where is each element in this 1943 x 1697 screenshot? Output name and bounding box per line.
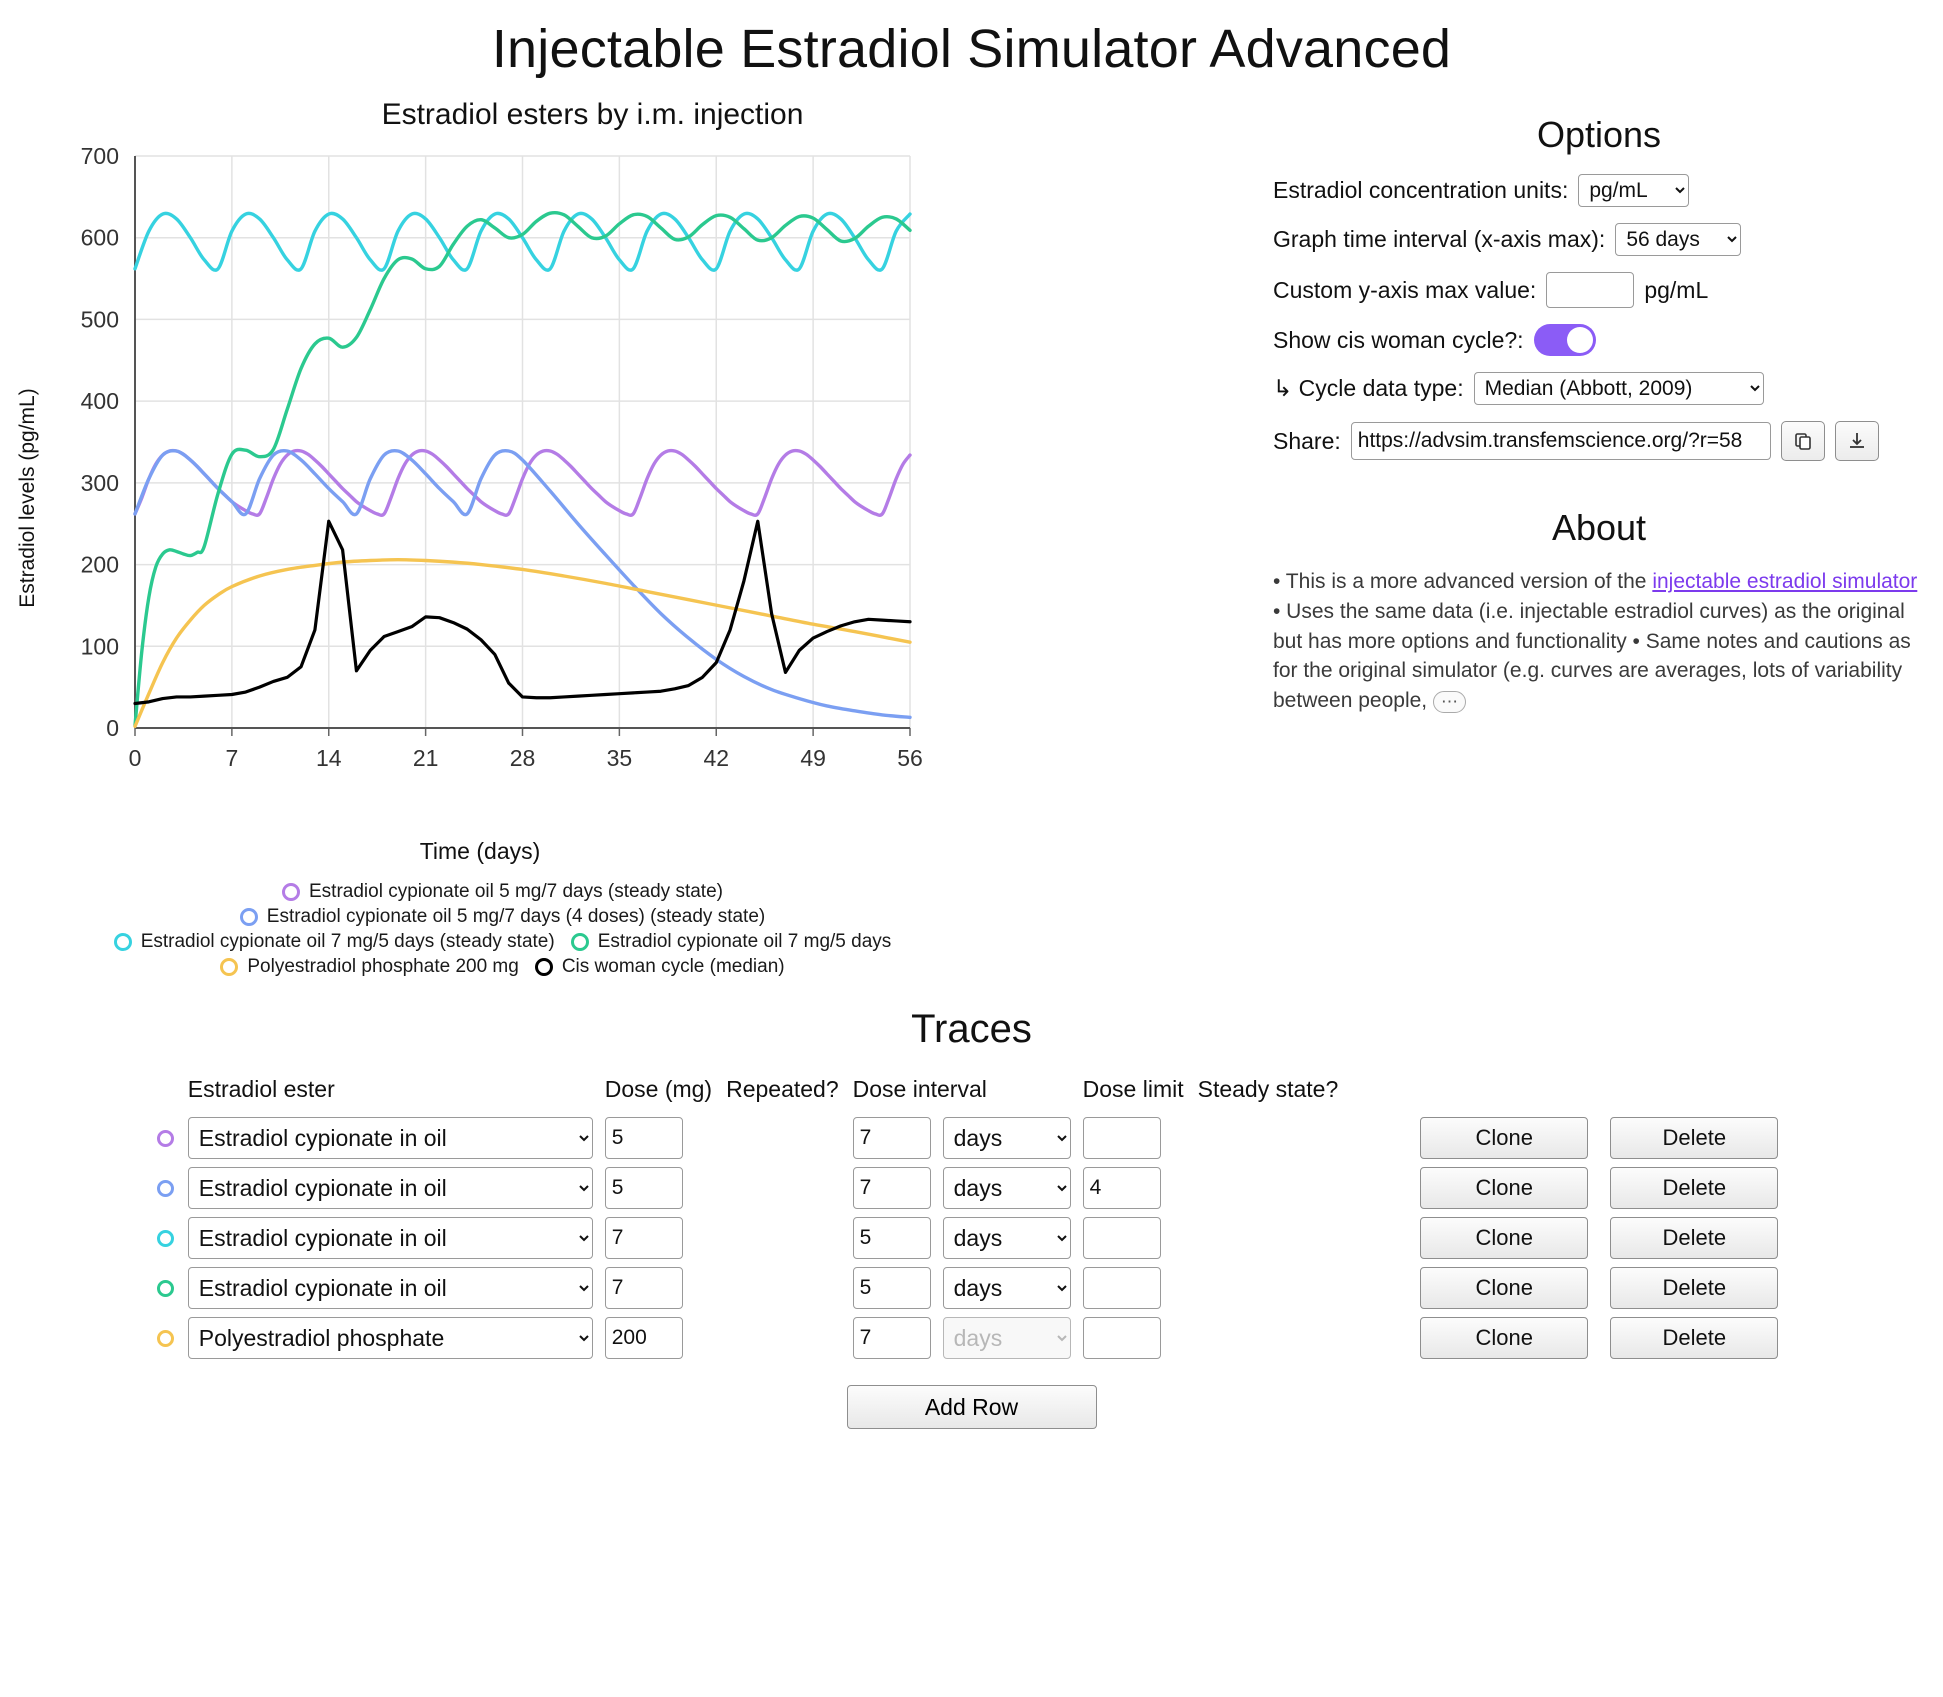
cycle-toggle-row	[1255, 324, 1943, 356]
clone-cell	[1350, 1163, 1598, 1213]
trace-color-cell	[155, 1113, 186, 1163]
ester-select-2[interactable]	[188, 1217, 593, 1259]
legend-color-dot	[535, 958, 553, 976]
delete-cell	[1598, 1263, 1788, 1313]
estradiol-line-chart	[10, 138, 1210, 838]
ester-cell	[186, 1113, 603, 1163]
legend-label: Estradiol cypionate oil 5 mg/7 days (4 doses) (steady state)	[266, 906, 766, 927]
options-panel	[1255, 90, 1943, 716]
time-interval-label: Graph time interval (x-axis max):	[1273, 226, 1606, 252]
interval-unit-cell	[941, 1163, 1081, 1213]
interval-unit-select-4	[943, 1317, 1071, 1359]
interval-cell	[851, 1163, 941, 1213]
interval-input-0[interactable]	[853, 1117, 931, 1159]
interval-cell	[851, 1263, 941, 1313]
table-row	[155, 1263, 1789, 1313]
cycle-toggle-label: Show cis woman cycle?:	[1273, 326, 1524, 353]
clone-cell	[1350, 1263, 1598, 1313]
legend-item[interactable]	[571, 931, 892, 953]
svg-text:600: 600	[80, 224, 119, 251]
color-col-header	[155, 1076, 186, 1113]
dose-cell	[603, 1313, 724, 1363]
delete-cell	[1598, 1163, 1788, 1213]
ester-cell	[186, 1263, 603, 1313]
interval-unit-cell	[941, 1113, 1081, 1163]
steady-cell	[1196, 1213, 1351, 1263]
legend-row	[0, 881, 1005, 903]
limit-input-2[interactable]	[1083, 1217, 1161, 1259]
svg-text:300: 300	[80, 469, 119, 496]
legend-row	[0, 931, 1005, 953]
table-row	[155, 1313, 1789, 1363]
interval-unit-select-0[interactable]	[943, 1117, 1071, 1159]
dose-input-2[interactable]	[605, 1217, 683, 1259]
legend-label: Cis woman cycle (median)	[561, 956, 785, 977]
svg-text:7: 7	[225, 745, 239, 771]
add-row-button[interactable]: Add Row	[847, 1385, 1097, 1429]
limit-cell	[1081, 1213, 1196, 1263]
legend-item[interactable]	[114, 931, 555, 953]
cycle-type-select[interactable]	[1474, 372, 1764, 405]
svg-text:500: 500	[80, 306, 119, 333]
custom-y-unit: pg/mL	[1644, 276, 1709, 303]
share-url-input[interactable]	[1351, 422, 1771, 460]
svg-text:42: 42	[703, 745, 730, 771]
col-header-actions2	[1598, 1076, 1788, 1113]
custom-y-label: Custom y-axis max value:	[1273, 276, 1537, 303]
units-row	[1255, 174, 1943, 207]
delete-button-1[interactable]: Delete	[1610, 1167, 1778, 1209]
interval-unit-select-2[interactable]	[943, 1217, 1071, 1259]
clone-button-1[interactable]: Clone	[1420, 1167, 1588, 1209]
interval-input-2[interactable]	[853, 1217, 931, 1259]
custom-y-input[interactable]	[1546, 272, 1634, 308]
repeated-cell	[724, 1263, 851, 1313]
legend-color-dot	[114, 933, 132, 951]
legend-item[interactable]	[282, 881, 723, 903]
trace-color-cell	[155, 1163, 186, 1213]
trace-color-dot	[157, 1180, 174, 1197]
traces-header-row	[155, 1076, 1789, 1113]
ester-select-1[interactable]	[188, 1167, 593, 1209]
limit-input-4[interactable]	[1083, 1317, 1161, 1359]
svg-text:28: 28	[509, 745, 536, 771]
legend-color-dot	[220, 958, 238, 976]
steady-cell	[1196, 1263, 1351, 1313]
dose-input-4[interactable]	[605, 1317, 683, 1359]
col-header-interval: Dose interval	[852, 1076, 987, 1102]
svg-text:35: 35	[606, 745, 633, 771]
x-axis-label: Time (days)	[419, 838, 541, 864]
legend-color-dot	[240, 908, 258, 926]
svg-text:0: 0	[128, 745, 142, 771]
traces-heading: Traces	[911, 1007, 1032, 1051]
limit-cell	[1081, 1113, 1196, 1163]
clone-button-2[interactable]: Clone	[1420, 1217, 1588, 1259]
limit-cell	[1081, 1313, 1196, 1363]
cycle-toggle[interactable]	[1534, 324, 1596, 356]
svg-text:100: 100	[80, 633, 119, 660]
interval-cell	[851, 1313, 941, 1363]
col-header-steady: Steady state?	[1197, 1076, 1339, 1102]
trace-color-dot	[157, 1330, 174, 1347]
trace-color-dot	[157, 1130, 174, 1147]
table-row	[155, 1213, 1789, 1263]
clone-cell	[1350, 1113, 1598, 1163]
injectable-simulator-link[interactable]: injectable estradiol simulator	[1652, 570, 1918, 593]
svg-text:400: 400	[80, 388, 119, 415]
clone-cell	[1350, 1313, 1598, 1363]
interval-unit-select-1[interactable]	[943, 1167, 1071, 1209]
delete-button-2[interactable]: Delete	[1610, 1217, 1778, 1259]
ester-select-3[interactable]	[188, 1267, 593, 1309]
time-interval-select[interactable]	[1615, 223, 1741, 256]
repeated-cell	[724, 1213, 851, 1263]
interval-input-4	[853, 1317, 931, 1359]
steady-cell	[1196, 1113, 1351, 1163]
svg-text:700: 700	[80, 143, 119, 169]
clone-button-3[interactable]: Clone	[1420, 1267, 1588, 1309]
chart-title: Estradiol esters by i.m. injection	[381, 98, 804, 131]
copy-icon[interactable]	[1781, 421, 1825, 461]
about-text	[1255, 567, 1943, 716]
svg-text:14: 14	[315, 745, 342, 771]
table-row	[155, 1163, 1789, 1213]
chart-legend	[0, 881, 1255, 978]
time-interval-row	[1255, 223, 1943, 256]
trace-color-dot	[157, 1230, 174, 1247]
repeated-cell	[724, 1113, 851, 1163]
traces-table-body	[155, 1113, 1789, 1363]
legend-item[interactable]	[535, 956, 785, 978]
trace-color-cell	[155, 1313, 186, 1363]
delete-button-0[interactable]: Delete	[1610, 1117, 1778, 1159]
clone-button-0[interactable]: Clone	[1420, 1117, 1588, 1159]
limit-cell	[1081, 1263, 1196, 1313]
steady-cell	[1196, 1163, 1351, 1213]
about-expand-button[interactable]: ⋯	[1433, 691, 1466, 713]
legend-row	[0, 906, 1005, 928]
ester-select-0[interactable]	[188, 1117, 593, 1159]
svg-text:56: 56	[897, 745, 923, 771]
chart-panel	[0, 90, 1255, 981]
interval-unit-cell	[941, 1313, 1081, 1363]
col-header-actions	[1350, 1076, 1598, 1113]
legend-label: Estradiol cypionate oil 5 mg/7 days (steady state)	[309, 881, 723, 902]
dose-input-1[interactable]	[605, 1167, 683, 1209]
legend-label: Estradiol cypionate oil 7 mg/5 days	[597, 931, 892, 952]
delete-cell	[1598, 1313, 1788, 1363]
col-header-limit: Dose limit	[1082, 1076, 1184, 1102]
cycle-type-row	[1255, 372, 1943, 405]
dose-cell	[603, 1113, 724, 1163]
about-part1: • This is a more advanced version of the	[1273, 570, 1653, 593]
interval-input-3[interactable]	[853, 1267, 931, 1309]
steady-cell	[1196, 1313, 1351, 1363]
col-header-dose: Dose (mg)	[604, 1076, 713, 1102]
delete-cell	[1598, 1213, 1788, 1263]
legend-item[interactable]	[220, 956, 518, 978]
limit-cell	[1081, 1163, 1196, 1213]
chart-area	[10, 138, 1210, 878]
repeated-cell	[724, 1313, 851, 1363]
custom-y-row	[1255, 272, 1943, 308]
clone-button-4[interactable]: Clone	[1420, 1317, 1588, 1359]
legend-row	[0, 956, 1005, 978]
ester-cell	[186, 1213, 603, 1263]
interval-unit-cell	[941, 1213, 1081, 1263]
traces-table	[155, 1076, 1789, 1363]
limit-input-0[interactable]	[1083, 1117, 1161, 1159]
options-heading: Options	[1536, 114, 1662, 155]
y-axis-label: Estradiol levels (pg/mL)	[16, 388, 39, 608]
units-select[interactable]	[1578, 174, 1689, 207]
units-label: Estradiol concentration units:	[1273, 177, 1569, 203]
legend-color-dot	[571, 933, 589, 951]
legend-label: Polyestradiol phosphate 200 mg	[247, 956, 519, 977]
delete-cell	[1598, 1113, 1788, 1163]
svg-text:200: 200	[80, 551, 119, 578]
legend-color-dot	[282, 883, 300, 901]
svg-text:0: 0	[106, 715, 119, 741]
table-row	[155, 1113, 1789, 1163]
svg-text:49: 49	[800, 745, 826, 771]
share-row	[1255, 421, 1943, 461]
main-layout	[0, 90, 1943, 981]
traces-table-head	[155, 1076, 1789, 1113]
col-header-ester: Estradiol ester	[187, 1076, 335, 1102]
col-header-repeated: Repeated?	[726, 1076, 839, 1102]
clone-cell	[1350, 1213, 1598, 1263]
trace-color-cell	[155, 1213, 186, 1263]
legend-item[interactable]	[240, 906, 765, 928]
interval-cell	[851, 1213, 941, 1263]
ester-cell	[186, 1313, 603, 1363]
svg-text:21: 21	[412, 745, 439, 771]
page-title: Injectable Estradiol Simulator Advanced	[491, 19, 1452, 79]
dose-input-0[interactable]	[605, 1117, 683, 1159]
ester-select-4[interactable]	[188, 1317, 593, 1359]
delete-button-3[interactable]: Delete	[1610, 1267, 1778, 1309]
limit-input-3[interactable]	[1083, 1267, 1161, 1309]
about-part2: • Uses the same data (i.e. injectable estradiol curves) as the original but has more options and functionality • Same notes and cautions as for the original simulator (e.g. curves are averages, lots of variability between people,	[1273, 599, 1911, 713]
legend-label: Estradiol cypionate oil 7 mg/5 days (steady state)	[140, 931, 555, 952]
limit-input-1[interactable]	[1083, 1167, 1161, 1209]
trace-color-dot	[157, 1280, 174, 1297]
dose-cell	[603, 1213, 724, 1263]
cycle-type-label: ↳ Cycle data type:	[1273, 375, 1464, 401]
interval-cell	[851, 1113, 941, 1163]
share-label: Share:	[1273, 427, 1341, 454]
ester-cell	[186, 1163, 603, 1213]
about-heading: About	[1551, 507, 1647, 548]
interval-unit-cell	[941, 1263, 1081, 1313]
dose-cell	[603, 1263, 724, 1313]
interval-input-1[interactable]	[853, 1167, 931, 1209]
dose-cell	[603, 1163, 724, 1213]
dose-input-3[interactable]	[605, 1267, 683, 1309]
repeated-cell	[724, 1163, 851, 1213]
delete-button-4[interactable]: Delete	[1610, 1317, 1778, 1359]
download-icon[interactable]	[1835, 421, 1879, 461]
interval-unit-select-3[interactable]	[943, 1267, 1071, 1309]
trace-color-cell	[155, 1263, 186, 1313]
